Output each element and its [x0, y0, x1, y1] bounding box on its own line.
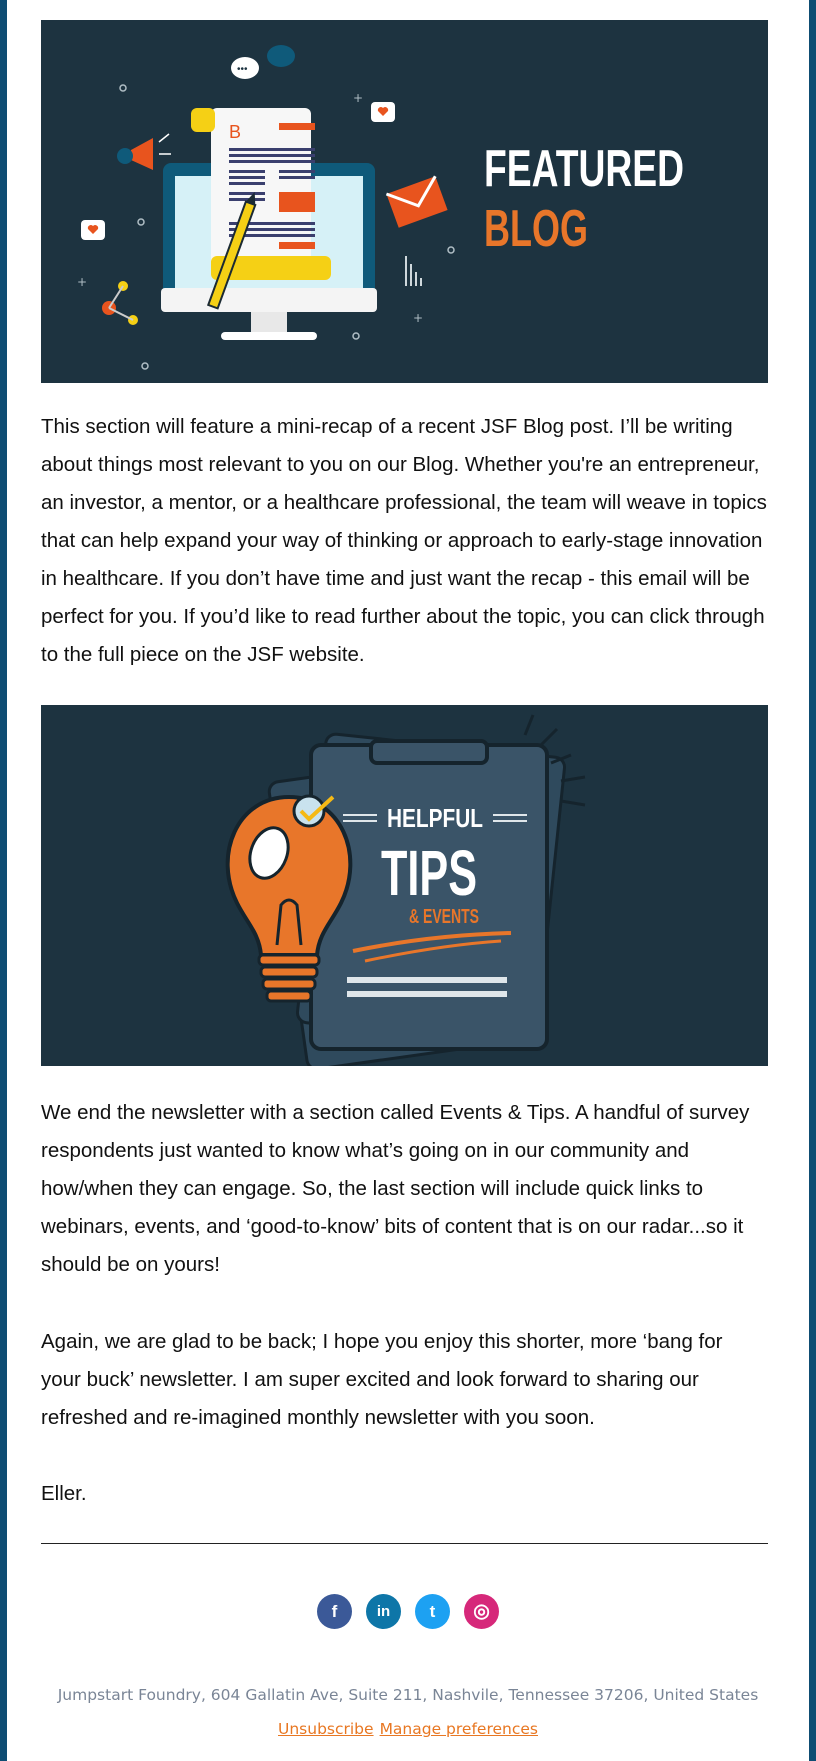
featured-blog-banner	[41, 20, 768, 383]
document-letter: B	[229, 122, 242, 142]
social-links	[0, 1594, 816, 1629]
banner-title-line1: FEATURED	[484, 140, 684, 198]
events-intro-paragraph: We end the newsletter with a section called Events & Tips. A handful of survey respondents just wanted to know what’s going on in our community and how/when they can engage. So, the last section will include quick links to webinars, events, and ‘good-to-know’ bits of content that is on our radar...so it should be on yours!	[41, 1101, 750, 1276]
signature-block	[41, 1475, 768, 1513]
events-intro-block	[41, 1094, 768, 1284]
banner-title-line2: BLOG	[484, 200, 588, 258]
svg-text:+: +	[353, 91, 364, 105]
instagram-icon[interactable]: ◎	[464, 1594, 499, 1629]
footer-divider	[41, 1543, 768, 1544]
twitter-icon[interactable]: t	[415, 1594, 450, 1629]
facebook-icon[interactable]: f	[317, 1594, 352, 1629]
svg-text:•••: •••	[237, 64, 248, 75]
blog-intro-block	[41, 408, 768, 674]
closing-block	[41, 1323, 768, 1437]
linkedin-icon[interactable]: in	[366, 1594, 401, 1629]
featured-blog-illustration	[41, 20, 768, 383]
svg-text:+: +	[413, 311, 424, 325]
tips-heading-line3: & EVENTS	[409, 906, 479, 928]
tips-heading-line1: HELPFUL	[387, 803, 484, 833]
helpful-tips-banner	[41, 705, 768, 1066]
footer-links	[0, 1720, 816, 1738]
blog-intro-paragraph: This section will feature a mini-recap of a recent JSF Blog post. I’ll be writing about things most relevant to you on our Blog. Whether you're an entrepreneur, an investor, a mentor, or a healthcare professional, the team will weave in topics that can help expand your way of thinking or approach to early-stage innovation in healthcare. If you don’t have time and just want the recap - this email will be perfect for you. If you’d like to read further about the topic, you can click through to the full piece on the JSF website.	[41, 415, 767, 666]
closing-paragraph: Again, we are glad to be back; I hope you enjoy this shorter, more ‘bang for your buck’ newsletter. I am super excited and look forward to sharing our refreshed and re-imagined monthly newsletter with you soon.	[41, 1330, 723, 1429]
helpful-tips-illustration	[41, 705, 768, 1066]
footer-address: Jumpstart Foundry, 604 Gallatin Ave, Suite 211, Nashvile, Tennessee 37206, United States	[57, 1686, 759, 1704]
manage-preferences-link[interactable]: Manage preferences	[379, 1720, 538, 1738]
signature: Eller.	[41, 1482, 87, 1505]
unsubscribe-link[interactable]: Unsubscribe	[278, 1720, 374, 1738]
tips-heading-line2: TIPS	[381, 837, 477, 909]
svg-text:+: +	[77, 275, 88, 289]
